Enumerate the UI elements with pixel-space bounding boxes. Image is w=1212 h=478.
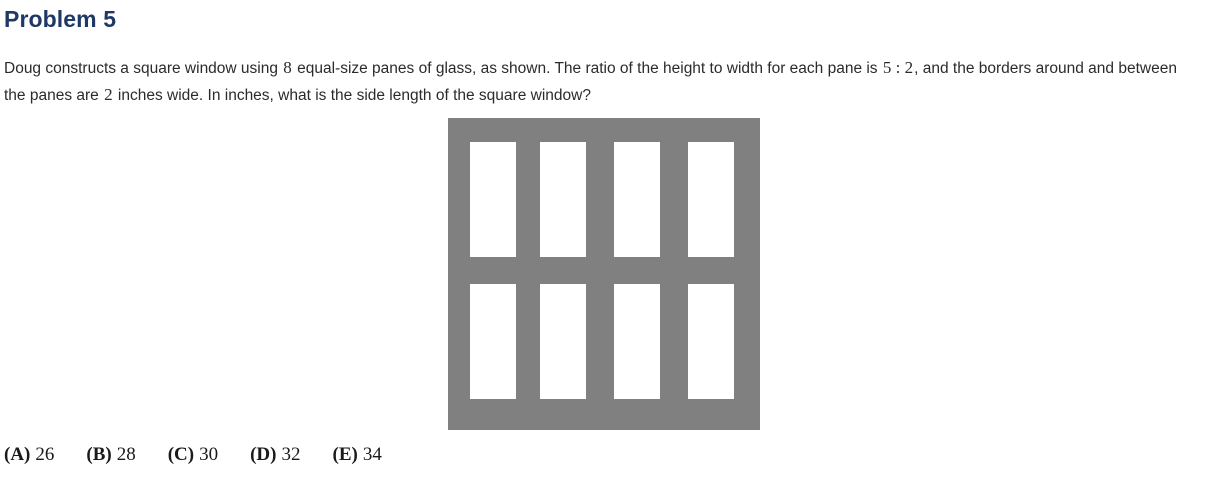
answer-value-e: 34: [362, 444, 382, 465]
pane-r1c2: [540, 142, 586, 257]
answer-value-d: 32: [281, 444, 301, 465]
square-window-figure: [448, 118, 760, 430]
answer-value-b: 28: [116, 444, 136, 465]
answer-choice-d: [250, 444, 300, 466]
pane-r1c1: [470, 142, 516, 257]
statement-text-4: inches wide. In inches, what is the side length of the square window?: [113, 87, 591, 104]
answer-letter-b: (B): [86, 444, 112, 465]
answer-choice-e: [333, 444, 382, 466]
answer-choices: [4, 444, 414, 466]
answer-letter-c: (C): [167, 444, 195, 465]
statement-text-3: , and the borders around and between the panes are: [4, 60, 1177, 104]
pane-r2c1: [470, 284, 516, 399]
page-title: Problem 5: [4, 6, 117, 32]
statement-math-panes: 8: [283, 58, 292, 77]
pane-r2c3: [614, 284, 660, 399]
answer-choice-a: [4, 444, 54, 466]
pane-r2c2: [540, 284, 586, 399]
answer-letter-a: (A): [4, 444, 31, 465]
answer-value-c: 30: [199, 444, 219, 465]
answer-choice-c: [168, 444, 218, 466]
answer-value-a: 26: [35, 444, 55, 465]
window-frame: [448, 118, 760, 430]
statement-text-1: Doug constructs a square window using: [4, 60, 283, 77]
statement-math-border: 2: [104, 85, 113, 104]
statement-math-ratio: 5 : 2: [882, 58, 914, 77]
pane-r2c4: [688, 284, 734, 399]
answer-letter-e: (E): [332, 444, 358, 465]
answer-choice-b: [86, 444, 135, 466]
answer-letter-d: (D): [250, 444, 277, 465]
pane-r1c3: [614, 142, 660, 257]
statement-text-2: equal-size panes of glass, as shown. The ratio of the height to width for each pane is: [292, 60, 882, 77]
problem-statement: [4, 55, 1194, 109]
pane-r1c4: [688, 142, 734, 257]
